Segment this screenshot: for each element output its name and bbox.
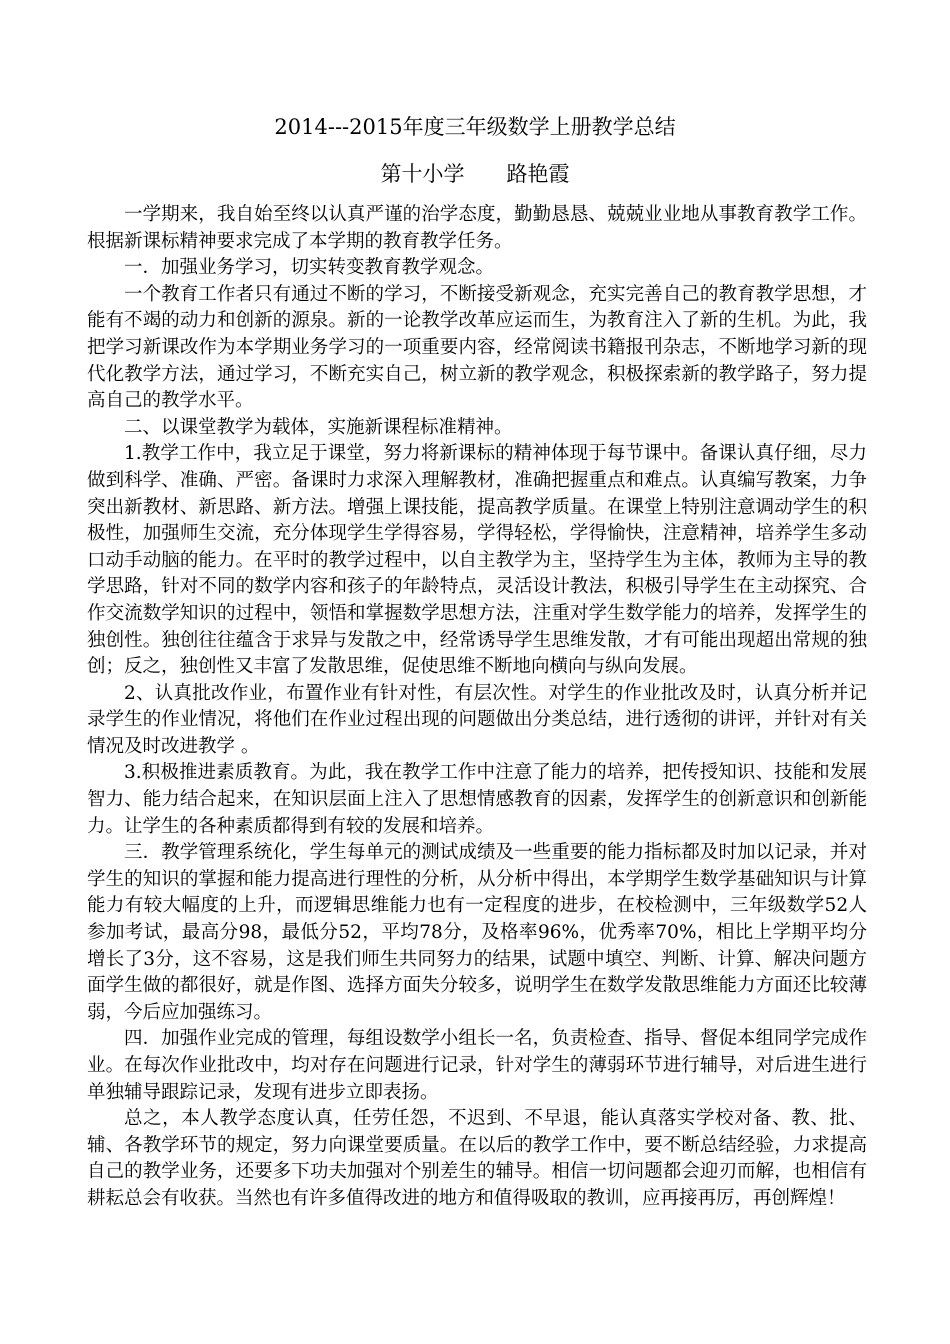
school-name: 第十小学 [380, 162, 465, 186]
paragraph: 总之，本人教学态度认真，任劳任怨，不迟到、不早退，能认真落实学校对备、教、批、辅、各教学环节的规定，努力向课堂要质量。在以后的教学工作中，要不断总结经验，力求提高自己的教学业务，还要多下功夫加强对个别差生的辅导。相信一切问题都会迎刃而解，也相信有耕耘总会有收获。当然也有许多值得改进的地方和值得吸取的教训，应再接再厉，再创辉煌！ [87, 1108, 867, 1209]
paragraph: 一学期来，我自始至终以认真严谨的治学态度，勤勤恳恳、兢兢业业地从事教育教学工作。根据新课标精神要求完成了本学期的教育教学任务。 [87, 204, 867, 252]
section-heading: 一．加强业务学习，切实转变教育教学观念。 [124, 257, 495, 279]
paragraph: 3.积极推进素质教育。为此，我在教学工作中注意了能力的培养，把传授知识、技能和发展智力、能力结合起来，在知识层面上注入了思想情感教育的因素，发挥学生的创新意识和创新能力。让学生的各种素质都得到有较的发展和培养。 [87, 762, 867, 837]
paragraph: 2、认真批改作业，布置作业有针对性，有层次性。对学生的作业批改及时，认真分析并记录学生的作业情况，将他们在作业过程出现的问题做出分类总结，进行透彻的讲评，并针对有关情况及时改进教学 。 [87, 682, 867, 757]
author-line [0, 160, 950, 188]
paragraph: 一个教育工作者只有通过不断的学习，不断接受新观念，充实完善自己的教育教学思想，才能有不竭的动力和创新的源泉。新的一论教学改革应运而生，为教育注入了新的生机。为此，我把学习新课改作为本学期业务学习的一项重要内容，经常阅读书籍报刊杂志，不断地学习新的现代化教学方法，通过学习，不断充实自己，树立新的教学观念，积极探索新的教学路子，努力提高自己的教学水平。 [87, 283, 867, 412]
paragraph: 1.教学工作中，我立足于课堂，努力将新课标的精神体现于每节课中。备课认真仔细，尽力做到科学、准确、严密。备课时力求深入理解教材，准确把握重点和难点。认真编写教案，力争突出新教材、新思路、新方法。增强上课技能，提高教学质量。在课堂上特别注意调动学生的积极性，加强师生交流，充分体现学生学得容易，学得轻松，学得愉快，注意精神，培养学生多动口动手动脑的能力。在平时的教学过程中，以自主教学为主，坚持学生为主体，教师为主导的教学思路，针对不同的数学内容和孩子的年龄特点，灵活设计教法，积极引导学生在主动探究、合作交流数学知识的过程中，领悟和掌握数学思想方法，注重对学生数学能力的培养，发挥学生的独创性。独创往往蕴含于求异与发散之中，经常诱导学生思维发散，才有可能出现超出常规的独创；反之，独创性又丰富了发散思维，促使思维不断地向横向与纵向发展。 [87, 443, 867, 678]
section-heading: 二、以课堂教学为载体，实施新课程标准精神。 [124, 416, 513, 438]
paragraph: 三．教学管理系统化，学生每单元的测试成绩及一些重要的能力指标都及时加以记录，并对学生的知识的掌握和能力提高进行理性的分析，从分析中得出，本学期学生数学基础知识与计算能力有较大幅度的上升，而逻辑思维能力也有一定程度的进步，在校检测中，三年级数学52人参加考试，最高分98，最低分52，平均78分，及格率96%，优秀率70%，相比上学期平均分增长了3分，这不容易，这是我们师生共同努力的结果，试题中填空、判断、计算、解决问题方面学生做的都很好，就是作图、选择方面失分较多，说明学生在数学发散思维能力方面还比较薄弱，今后应加强练习。 [87, 842, 867, 1023]
paragraph: 四．加强作业完成的管理，每组设数学小组长一名，负责检查、指导、督促本组同学完成作业。在每次作业批改中，均对存在问题进行记录，针对学生的薄弱环节进行辅导，对后进生进行单独辅导跟踪记录，发现有进步立即表扬。 [87, 1028, 867, 1103]
document-title: 2014---2015年度三年级数学上册教学总结 [274, 115, 676, 139]
author-name: 路艳霞 [506, 162, 570, 186]
document-body [87, 202, 867, 1213]
